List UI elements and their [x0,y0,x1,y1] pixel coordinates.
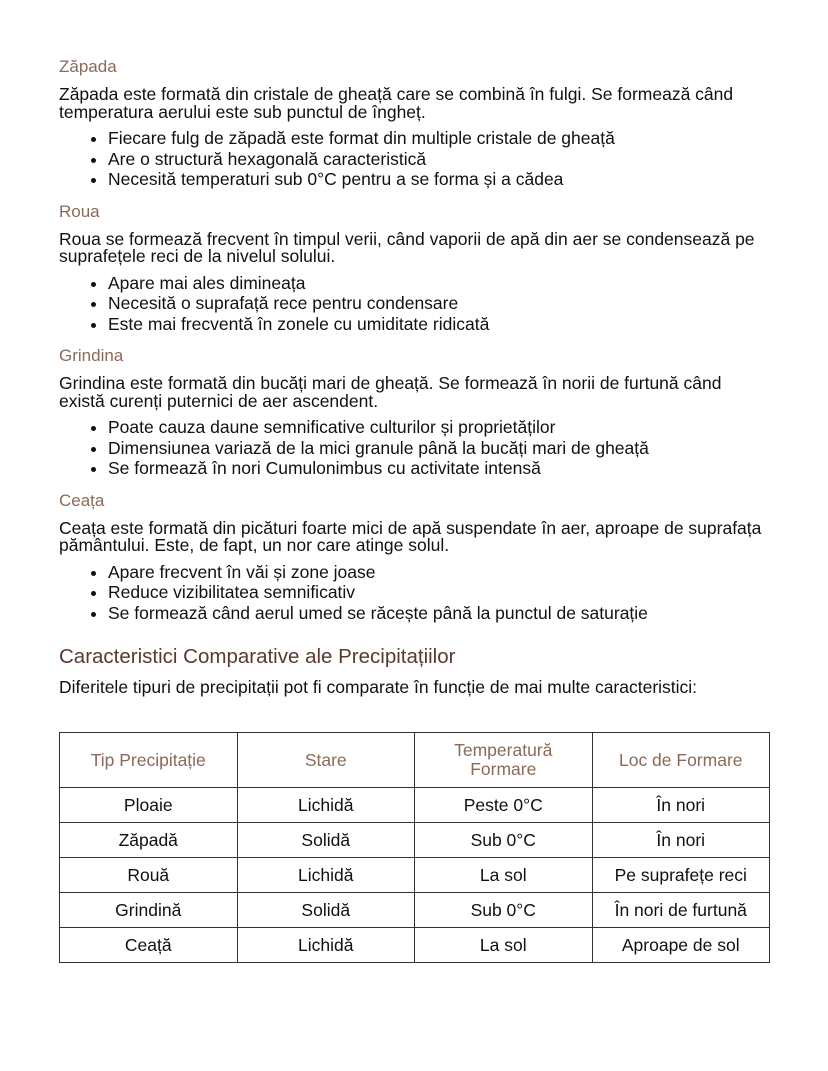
table-cell: Solidă [237,823,415,858]
comparison-heading: Caracteristici Comparative ale Precipitațiilor [59,645,456,668]
column-header: Tip Precipitație [60,733,238,788]
table-header-row [60,733,770,788]
list-item: • Apare frecvent în văi și zone joase [108,562,769,583]
section-title: Zăpada [59,57,117,76]
section-text: Zăpada este formată din cristale de gheață care se combină în fulgi. Se formează când temperatura aerului este sub punctul de îngheț. [59,84,734,122]
bullet-list [59,417,769,479]
section-ceata [59,491,769,624]
comparison-intro: Diferitele tipuri de precipitații pot fi comparate în funcție de mai multe caracteristici: [59,677,698,697]
bullet-list [59,128,769,190]
list-item: • Poate cauza daune semnificative culturilor și proprietăților [108,417,769,438]
table-cell: Rouă [60,858,238,893]
list-item: • Se formează în nori Cumulonimbus cu activitate intensă [108,458,769,479]
table-cell: Grindină [60,893,238,928]
table-row [60,893,770,928]
column-header: Loc de Formare [592,733,770,788]
bullet-list [59,562,769,624]
list-item: • Necesită temperaturi sub 0°C pentru a se forma și a cădea [108,169,769,190]
table-cell: La sol [415,928,593,963]
table-row [60,928,770,963]
list-item: • Fiecare fulg de zăpadă este format din multiple cristale de gheață [108,128,769,149]
list-item: • Reduce vizibilitatea semnificativ [108,582,769,603]
list-item: • Necesită o suprafață rece pentru condensare [108,293,769,314]
column-header: Stare [237,733,415,788]
list-item: • Are o structură hexagonală caracteristică [108,149,769,170]
table-cell: În nori de furtună [592,893,770,928]
section-title: Grindina [59,346,124,365]
table-row [60,858,770,893]
table-cell: Pe suprafețe reci [592,858,770,893]
table-cell: La sol [415,858,593,893]
table-cell: În nori [592,788,770,823]
bullet-list [59,273,769,335]
list-item: • Dimensiunea variază de la mici granule până la bucăți mari de gheață [108,438,769,459]
section-title: Ceața [59,490,105,510]
table-cell: Solidă [237,893,415,928]
table-cell: Sub 0°C [415,823,593,858]
table-cell: Ploaie [60,788,238,823]
list-item: • Se formează când aerul umed se răcește până la punctul de saturație [108,603,769,624]
section-text: Ceața este formată din picături foarte mici de apă suspendate în aer, aproape de suprafața pământului. Este, de fapt, un nor care atinge solul. [59,517,762,555]
column-header: Temperatură Formare [415,733,593,788]
table-cell: În nori [592,823,770,858]
section-title: Roua [59,201,100,221]
comparison-table [59,732,770,963]
table-cell: Peste 0°C [415,788,593,823]
table-cell: Ceață [60,928,238,963]
table-row [60,823,770,858]
table-cell: Zăpadă [60,823,238,858]
table-cell: Lichidă [237,928,415,963]
table-cell: Lichidă [237,858,415,893]
table-cell: Sub 0°C [415,893,593,928]
list-item: • Este mai frecventă în zonele cu umiditate ridicată [108,314,769,335]
table-cell: Aproape de sol [592,928,770,963]
section-grindina [59,346,769,479]
table-cell: Lichidă [237,788,415,823]
section-roua [59,202,769,335]
section-text: Roua se formează frecvent în timpul verii, când vaporii de apă din aer se condensează pe suprafețele reci de la nivelul solului. [59,228,755,266]
table-row [60,788,770,823]
section-zapada [59,57,769,190]
section-text: Grindina este formată din bucăți mari de gheață. Se formează în norii de furtună când există curenți puternici de aer ascendent. [59,373,722,411]
list-item: • Apare mai ales dimineața [108,273,769,294]
